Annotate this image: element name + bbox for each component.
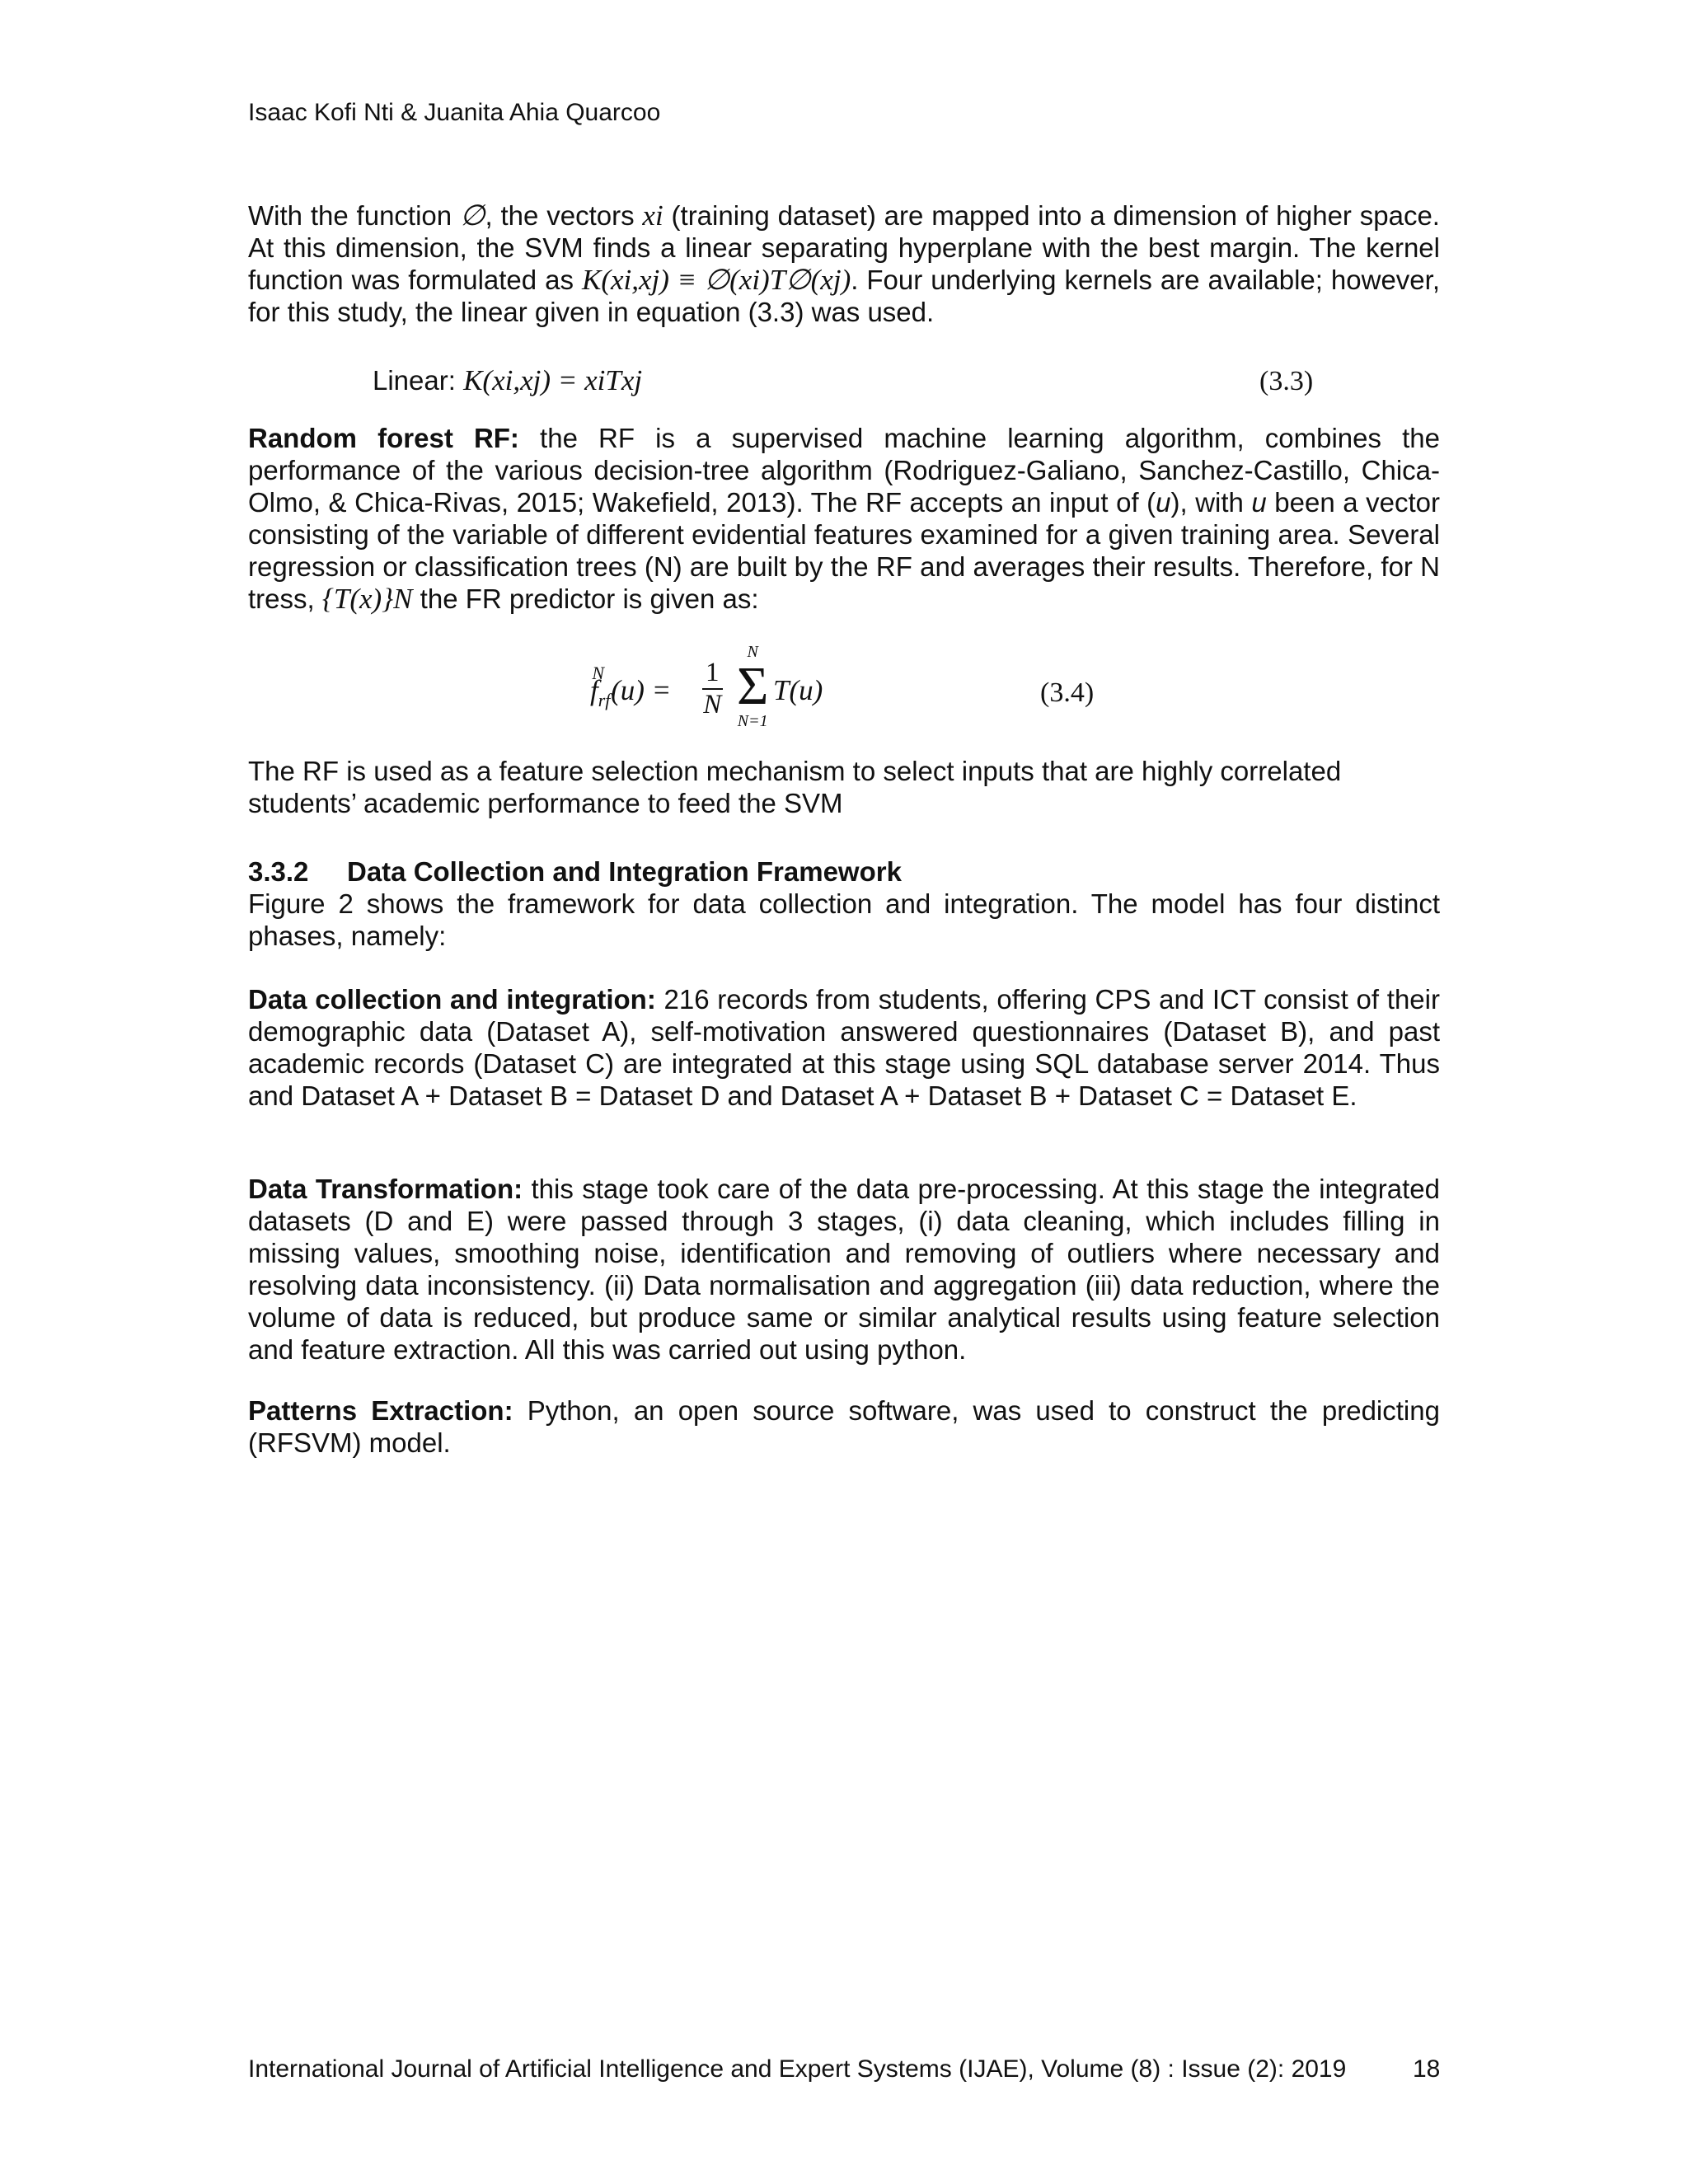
paragraph-data-collection: Data collection and integration: 216 records from students, offering CPS and ICT consist of their demographic data (Dataset A), self-motivation answered questionnaires (Dataset B), and past academic records (Dataset C) are integrated at this stage using SQL database server 2014. Thus and Dataset A + Dataset B = Dataset D and Dataset A + Dataset B + Dataset C = Dataset E.	[248, 984, 1440, 1111]
section-number: 3.3.2	[248, 856, 309, 887]
equation-3-3-formula: K(xi,xj) = xiTxj	[463, 364, 643, 396]
paragraph-random-forest: Random forest RF: the RF is a supervised machine learning algorithm, combines the performance of the various decision-tree algorithm (Rodriguez-Galiano, Sanchez-Castillo, Chica-Olmo, & Chica-Rivas, 2015; Wakefield, 2013). The RF accepts an input of (u), with u been a vector consisting of the variable of different evidential features examined for a given training area. Several regression or classification trees (N) are built by the RF and averages their results. Therefore, for N tress, {T(x)}N the FR predictor is given as:	[248, 423, 1440, 615]
tree-set-formula: {T(x)}N	[321, 583, 413, 615]
data-transformation-heading: Data Transformation:	[248, 1174, 523, 1204]
equation-3-4-number: (3.4)	[1040, 677, 1095, 708]
section-title: Data Collection and Integration Framework	[347, 856, 902, 887]
phi-symbol: ∅	[459, 199, 485, 232]
equation-3-3	[373, 364, 642, 397]
paragraph-data-transformation: Data Transformation: this stage took care of the data pre-processing. At this stage the integrated datasets (D and E) were passed through 3 stages, (i) data cleaning, which includes filling in missing values, smoothing noise, identification and removing of outliers where necessary and resolving data inconsistency. (ii) Data normalisation and aggregation (iii) data reduction, where the volume of data is reduced, but produce same or similar analytical results using feature selection and feature extraction. All this was carried out using python.	[248, 1174, 1440, 1365]
paragraph-svm-kernel: With the function ∅, the vectors xi (training dataset) are mapped into a dimension of higher space. At this dimension, the SVM finds a linear separating hyperplane with the best margin. The kernel function was formulated as K(xi,xj) ≡ ∅(xi)T∅(xj). Four underlying kernels are available; however, for this study, the linear given in equation (3.3) was used.	[248, 199, 1440, 327]
data-collection-heading: Data collection and integration:	[248, 984, 656, 1015]
patterns-extraction-heading: Patterns Extraction:	[248, 1395, 513, 1426]
page-number: 18	[1413, 2055, 1441, 2083]
paragraph-feature-selection: The RF is used as a feature selection mechanism to select inputs that are highly correlated students’ academic performance to feed the SVM	[248, 756, 1342, 818]
equation-3-4: $f_{rf}^N(u)$ = $\frac{1}{N}$ N Σ N=1 T(u)	[590, 643, 823, 730]
footer-journal: International Journal of Artificial Intelligence and Expert Systems (IJAE), Volume (8) : Issue (2): 2019	[248, 2055, 1347, 2083]
paragraph-patterns-extraction: Patterns Extraction: Python, an open source software, was used to construct the predicting (RFSVM) model.	[248, 1395, 1440, 1458]
section-heading	[248, 856, 902, 888]
equation-3-3-number: (3.3)	[1259, 366, 1314, 396]
running-header-authors: Isaac Kofi Nti & Juanita Ahia Quarcoo	[248, 99, 661, 126]
section-intro: Figure 2 shows the framework for data collection and integration. The model has four distinct phases, namely:	[248, 888, 1440, 951]
kernel-formula: K(xi,xj) ≡ ∅(xi)T∅(xj)	[581, 264, 851, 296]
xi-symbol: xi	[642, 199, 663, 232]
random-forest-heading: Random forest RF:	[248, 423, 519, 453]
equation-label: Linear:	[373, 365, 464, 396]
